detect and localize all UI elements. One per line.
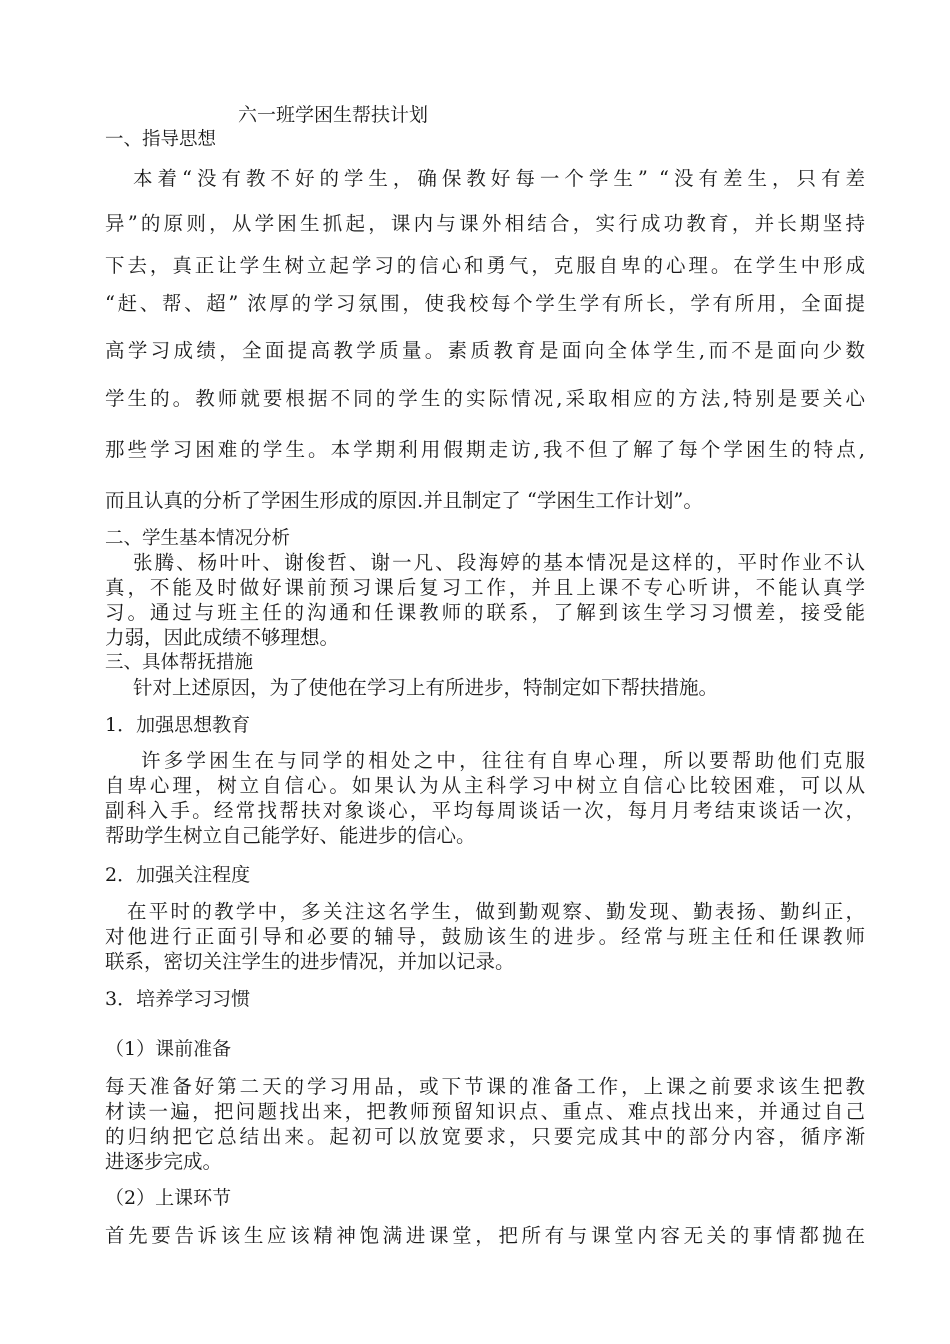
paragraph-line: 对他进行正面引导和必要的辅导，鼓励该生的进步。经常与班主任和任课教师 (105, 925, 865, 948)
paragraph-line: 帮助学生树立自己能学好、能进步的信心。 (105, 824, 476, 847)
paragraph-line: 的归纳把它总结出来。起初可以放宽要求，只要完成其中的部分内容，循序渐 (105, 1125, 865, 1148)
item-heading-habits: 3．培养学习习惯 (105, 988, 251, 1010)
paragraph-line: 每天准备好第二天的学习用品，或下节课的准备工作，上课之前要求该生把教 (105, 1075, 865, 1098)
item-heading-ideology: 1．加强思想教育 (105, 714, 251, 736)
paragraph-line: 副科入手。经常找帮扶对象谈心，平均每周谈话一次，每月月考结束谈话一次， (105, 799, 865, 822)
paragraph-line: 针对上述原因，为了使他在学习上有所进步，特制定如下帮扶措施。 (133, 676, 719, 699)
paragraph-line: 材读一遍，把问题找出来，把教师预留知识点、重点、难点找出来，并通过自己 (105, 1100, 865, 1123)
paragraph-line: 真，不能及时做好课前预习课后复习工作，并且上课不专心听讲，不能认真学 (105, 576, 865, 599)
paragraph-line: 联系，密切关注学生的进步情况，并加以记录。 (105, 950, 515, 973)
subitem-heading-preparation: （1）课前准备 (105, 1038, 232, 1060)
paragraph-line: 力弱，因此成绩不够理想。 (105, 626, 340, 649)
paragraph-line: 张腾、杨叶叶、谢俊哲、谢一凡、段海婷的基本情况是这样的，平时作业不认 (133, 551, 865, 574)
paragraph-line: 那些学习困难的学生。本学期利用假期走访,我不但了解了每个学困生的特点, (105, 438, 865, 461)
section-heading-guiding-thought: 一、指导思想 (105, 129, 217, 150)
paragraph-line: “赶、帮、超” 浓厚的学习氛围，使我校每个学生学有所长，学有所用，全面提 (105, 292, 865, 315)
paragraph-line: 高学习成绩，全面提高教学质量。素质教育是面向全体学生,而不是面向少数 (105, 339, 865, 362)
section-heading-student-analysis: 二、学生基本情况分析 (105, 528, 291, 549)
paragraph-line: 下去，真正让学生树立起学习的信心和勇气，克服自卑的心理。在学生中形成 (105, 254, 865, 277)
paragraph-line: 异”的原则，从学困生抓起，课内与课外相结合，实行成功教育，并长期坚持 (105, 212, 865, 235)
paragraph-line: 首先要告诉该生应该精神饱满进课堂，把所有与课堂内容无关的事情都抛在 (105, 1224, 865, 1247)
subitem-heading-class: （2）上课环节 (105, 1187, 232, 1209)
paragraph-line: 进逐步完成。 (105, 1150, 223, 1173)
paragraph-line: 习。通过与班主任的沟通和任课教师的联系，了解到该生学习习惯差，接受能 (105, 601, 865, 624)
paragraph-line: 自卑心理，树立自信心。如果认为从主科学习中树立自信心比较困难，可以从 (105, 774, 865, 797)
paragraph-line: 在平时的教学中，多关注这名学生，做到勤观察、勤发现、勤表扬、勤纠正， (127, 900, 865, 923)
paragraph-line: 学生的。教师就要根据不同的学生的实际情况,采取相应的方法,特别是要关心 (105, 387, 865, 410)
section-heading-measures: 三、具体帮抚措施 (105, 652, 254, 673)
document-title: 六一班学困生帮扶计划 (238, 104, 429, 126)
item-heading-attention: 2．加强关注程度 (105, 864, 251, 886)
paragraph-line: 本着“没有教不好的学生，确保教好每一个学生” “没有差生，只有差 (133, 167, 865, 190)
paragraph-line: 而且认真的分析了学困生形成的原因.并且制定了 “学困生工作计划”。 (105, 489, 703, 512)
paragraph-line: 许多学困生在与同学的相处之中，往往有自卑心理，所以要帮助他们克服 (141, 749, 865, 772)
